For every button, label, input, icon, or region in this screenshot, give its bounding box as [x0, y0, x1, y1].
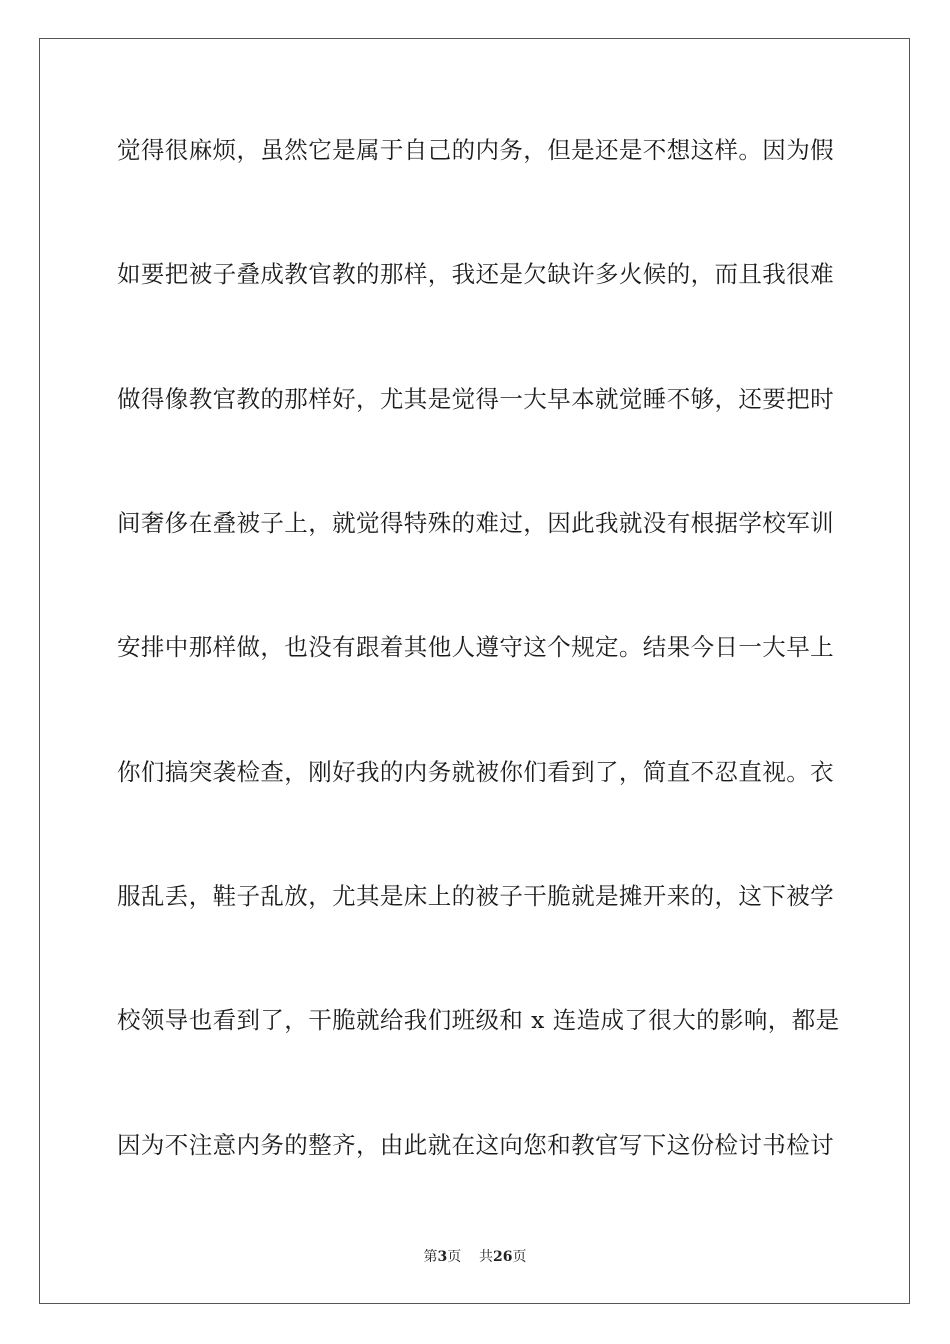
total-pages: 26: [493, 1249, 513, 1265]
text-line: 服乱丢，鞋子乱放，尤其是床上的被子干脆就是摊开来的，这下被学: [117, 882, 834, 910]
text-line: 安排中那样做，也没有跟着其他人遵守这个规定。结果今日一大早上: [117, 633, 834, 661]
total-prefix: 共: [479, 1249, 494, 1265]
page-suffix: 页: [447, 1249, 462, 1265]
total-suffix: 页: [512, 1249, 527, 1265]
page-prefix: 第: [423, 1249, 438, 1265]
text-line: 间奢侈在叠被子上，就觉得特殊的难过，因此我就没有根据学校军训: [117, 509, 834, 537]
text-line: 觉得很麻烦，虽然它是属于自己的内务，但是还是不想这样。因为假: [117, 136, 834, 164]
text-line: 校领导也看到了，干脆就给我们班级和 x 连造成了很大的影响，都是: [117, 1006, 840, 1034]
text-line: 如要把被子叠成教官教的那样，我还是欠缺许多火候的，而且我很难: [117, 260, 834, 288]
page-footer: [0, 1248, 950, 1266]
text-line: 因为不注意内务的整齐，由此就在这向您和教官写下这份检讨书检讨: [117, 1131, 834, 1159]
text-line: 你们搞突袭检查，刚好我的内务就被你们看到了，简直不忍直视。衣: [117, 758, 834, 786]
text-line: 做得像教官教的那样好，尤其是觉得一大早本就觉睡不够，还要把时: [117, 385, 834, 413]
page-border: [39, 38, 910, 1304]
page-number: 3: [437, 1249, 448, 1265]
